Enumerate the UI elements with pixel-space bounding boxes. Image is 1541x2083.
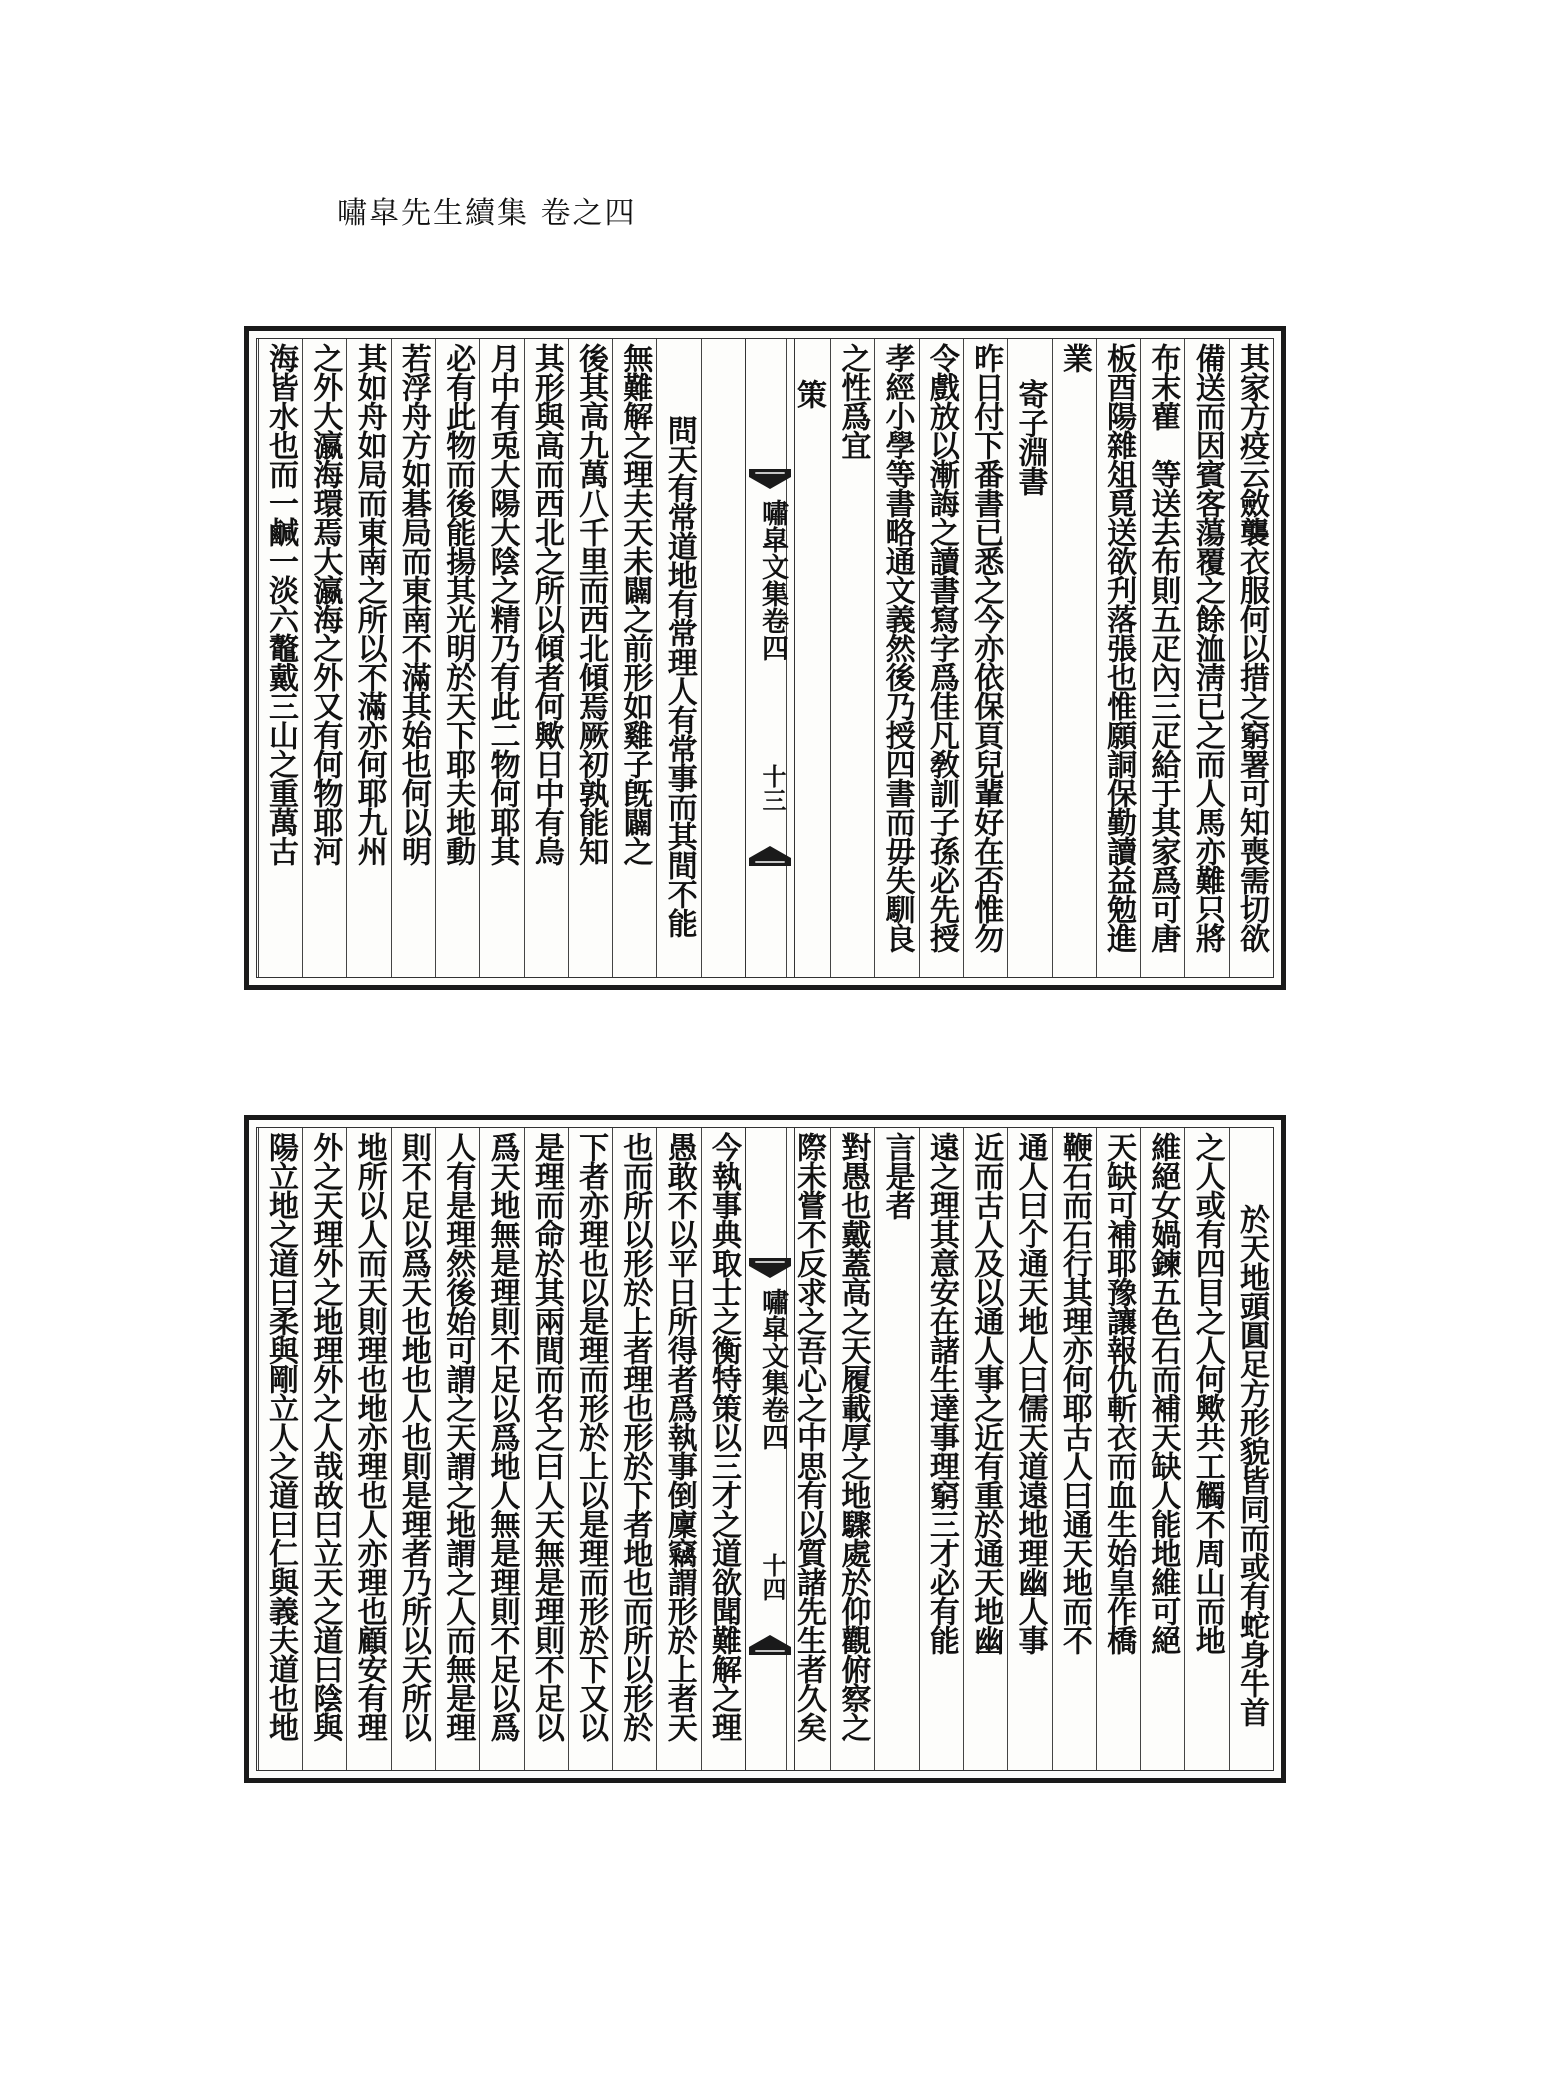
text-column: 愚敢不以平日所得者爲執事倒廩竊謂形於上者天 [656, 1128, 700, 1770]
text-column: 令戲放以漸誨之讀書寫字爲佳凡敎訓子孫必先授 [919, 339, 963, 977]
text-column: 問天有常道地有常理人有常事而其間不能 [656, 339, 700, 977]
text-column: 通人曰𠆤通天地人曰儒天道遠地理幽人事 [1007, 1128, 1051, 1770]
text-column: 孝經小學等書略通文義然後乃授四書而毋失馴良 [874, 339, 918, 977]
folio-number: 十四 [758, 1553, 787, 1601]
text-column: 月中有兎大陽大陰之精乃有此二物何耶其 [479, 339, 523, 977]
text-column: 則不足以爲天也地也人也則是理者乃所以天所以 [391, 1128, 435, 1770]
text-column: 爲天地無是理則不足以爲地人無是理則不足以爲 [479, 1128, 523, 1770]
text-column: 對愚也戴蓋高之天履載厚之地驟處於仰觀俯察之 [830, 1128, 874, 1770]
fishtail-ornament-upper [749, 469, 791, 491]
folio-number: 十三 [758, 764, 787, 812]
text-column: 遠之理其意安在諸生達事理窮三才必有能 [919, 1128, 963, 1770]
text-column: 際未嘗不反求之吾心之中思有以質諸先生者久矣 [786, 1128, 830, 1770]
text-column: 後其高九萬八千里而西北傾焉厥初孰能知 [568, 339, 612, 977]
text-column: 下者亦理也以是理而形於上以是理而形於下又以 [568, 1128, 612, 1770]
text-column: 必有此物而後能揚其光明於天下耶夫地動 [435, 339, 479, 977]
bottom-page-frame [256, 1127, 1274, 1771]
text-column: 海皆水也而一鹹一淡六鼇戴三山之重萬古 [258, 339, 302, 977]
bottom-page-spread [244, 1115, 1286, 1783]
center-book-title: 嘯皐文集卷四 [757, 1288, 788, 1450]
page-header-title: 嘯皐先生續集 卷之四 [337, 196, 637, 231]
text-column: 之人或有四目之人何歟共工觸不周山而地 [1184, 1128, 1228, 1770]
text-column: 其家方疫云斂襲衣服何以措之窮署可知喪需切欲 [1229, 339, 1273, 977]
text-column: 地所以人而天則理也地亦理也人亦理也顧安有理 [346, 1128, 390, 1770]
text-column: 其形與高而西北之所以傾者何歟日中有烏 [524, 339, 568, 977]
text-column: 板酉陽雜俎覓送欲刋落張也惟願詷保勤讀益勉進 [1096, 339, 1140, 977]
text-column: 業 [1052, 339, 1096, 977]
top-page-spread [244, 326, 1286, 990]
text-column: 維絕女媧鍊五色石而補天缺人能地維可絕 [1140, 1128, 1184, 1770]
text-column: 鞭石而石行其理亦何耶古人曰通天地而不 [1052, 1128, 1096, 1770]
text-column: 其如舟如局而東南之所以不滿亦何耶九州 [346, 339, 390, 977]
letter-title-column: 寄子淵書 [1007, 339, 1051, 977]
text-column [701, 339, 745, 977]
text-column: 陽立地之道曰柔與剛立人之道曰仁與義夫道也地 [258, 1128, 302, 1770]
text-column: 若浮舟方如碁局而東南不滿其始也何以明 [391, 339, 435, 977]
bottom-left-half [257, 1128, 745, 1770]
center-fold-bottom [745, 1128, 795, 1770]
section-heading-column: 策 [786, 339, 830, 977]
top-right-half [785, 339, 1273, 977]
text-column: 布末雚 等送去布則五疋內三疋給于其家爲可唐 [1140, 339, 1184, 977]
text-column: 之外大瀛海環焉大瀛海之外又有何物耶河 [302, 339, 346, 977]
center-fold-top [745, 339, 795, 977]
text-column: 也而所以形於上者理也形於下者地也而所以形於 [612, 1128, 656, 1770]
text-column: 之性爲宜 [830, 339, 874, 977]
text-column: 無難解之理夫天未闢之前形如雞子旣闢之 [612, 339, 656, 977]
text-column: 言是者 [874, 1128, 918, 1770]
top-page-frame [256, 338, 1274, 978]
text-column: 是理而命於其兩間而名之曰人天無是理則不足以 [524, 1128, 568, 1770]
text-column: 近而古人及以通人事之近有重於通天地幽 [963, 1128, 1007, 1770]
fishtail-ornament-lower [749, 1633, 791, 1655]
text-column: 天缺可補耶豫讓報仇斬衣而血生始皇作橋 [1096, 1128, 1140, 1770]
fishtail-ornament-lower [749, 844, 791, 866]
text-column: 外之天理外之地理外之人哉故曰立天之道曰陰與 [302, 1128, 346, 1770]
bottom-right-half [785, 1128, 1273, 1770]
center-book-title: 嘯皐文集卷四 [757, 499, 788, 661]
top-left-half [257, 339, 745, 977]
text-column: 人有是理然後始可謂之天謂之地謂之人而無是理 [435, 1128, 479, 1770]
fishtail-ornament-upper [749, 1258, 791, 1280]
text-column: 備送而因賓客蕩覆之餘洫淸已之而人馬亦難只將 [1184, 339, 1228, 977]
text-column: 於天地頭圓足方形貌皆同而或有蛇身牛首 [1229, 1128, 1273, 1770]
text-column: 今執事典取士之衡特策以三才之道欲聞難解之理 [701, 1128, 745, 1770]
text-column: 昨日付下番書已悉之今亦依保頁兒輩好在否惟勿 [963, 339, 1007, 977]
